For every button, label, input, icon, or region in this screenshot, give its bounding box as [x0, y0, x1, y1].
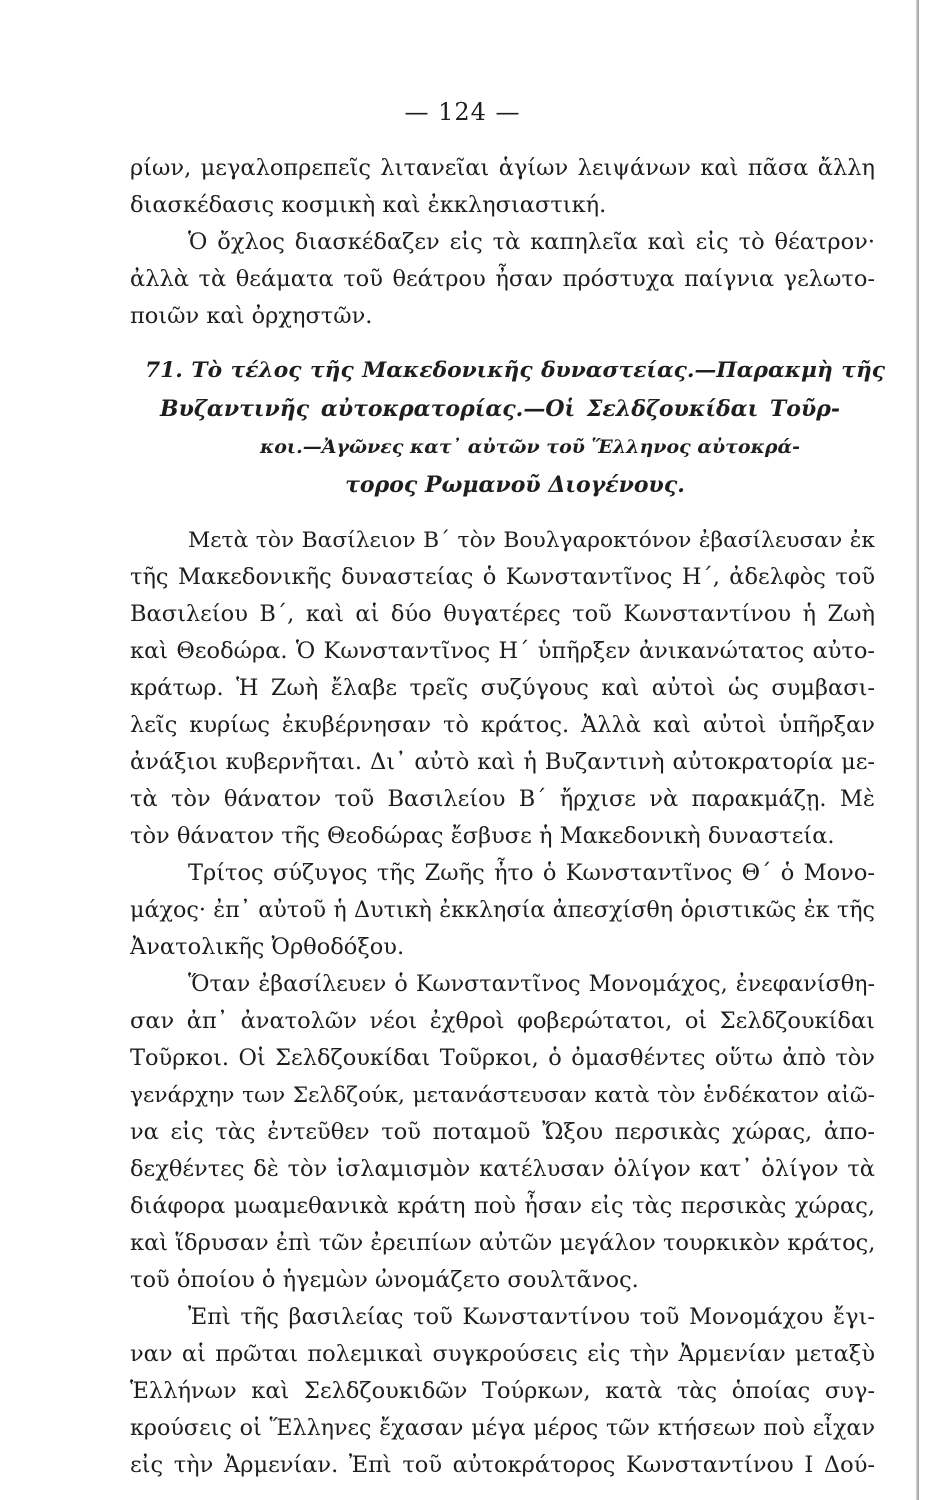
text-line: τὰ τὸν θάνατον τοῦ Βασιλείου Β΄ ἤρχισε νὰ παρακμάζῃ. Μὲ	[130, 786, 875, 812]
text-line: Τρίτος σύζυγος τῆς Ζωῆς ἦτο ὁ Κωνσταντῖνος Θ΄ ὁ Μονο-	[188, 860, 875, 886]
text-line: δεχθέντες δὲ τὸν ἰσλαμισμὸν κατέλυσαν ὀλίγον κατ᾽ ὀλίγον τὰ	[130, 1156, 875, 1182]
text-line: ρίων, μεγαλοπρεπεῖς λιτανεῖαι ἁγίων λειψάνων καὶ πᾶσα ἄλλη	[130, 155, 875, 181]
page-edge	[916, 0, 919, 1500]
text-line: καὶ Θεοδώρα. Ὁ Κωνσταντῖνος Η΄ ὑπῆρξεν ἀνικανώτατος αὐτο-	[130, 638, 875, 664]
text-line: ἀλλὰ τὰ θεάματα τοῦ θεάτρου ἦσαν πρόστυχα παίγνια γελωτο-	[130, 266, 875, 292]
text-line: ναν αἱ πρῶται πολεμικαὶ συγκρούσεις εἰς τὴν Ἀρμενίαν μεταξὺ	[130, 1341, 875, 1367]
text-line: Ἐπὶ τῆς βασιλείας τοῦ Κωνσταντίνου τοῦ Μονομάχου ἔγι-	[188, 1304, 875, 1330]
text-line: Ὁ ὄχλος διασκέδαζεν εἰς τὰ καπηλεῖα καὶ εἰς τὸ θέατρον·	[188, 229, 875, 255]
text-line: Ἑλλήνων καὶ Σελδζουκιδῶν Τούρκων, κατὰ τὰς ὁποίας συγ-	[130, 1378, 875, 1404]
text-line: εἰς τὴν Ἀρμενίαν. Ἐπὶ τοῦ αὐτοκράτορος Κωνσταντίνου Ι Δού-	[130, 1452, 875, 1478]
text-line: ἀνάξιοι κυβερνῆται. Δι᾽ αὐτὸ καὶ ἡ Βυζαντινὴ αὐτοκρατορία με-	[130, 749, 875, 775]
page-number: — 124 —	[404, 98, 521, 126]
text-line: καὶ ἵδρυσαν ἐπὶ τῶν ἐρειπίων αὐτῶν μεγάλον τουρκικὸν κράτος,	[130, 1230, 875, 1256]
heading-line: 71. Τὸ τέλος τῆς Μακεδονικῆς δυναστείας.—Παρακμὴ τῆς	[145, 358, 885, 383]
text-line: γενάρχην των Σελδζούκ, μετανάστευσαν κατὰ τὸν ἑνδέκατον αἰῶ-	[130, 1083, 875, 1108]
section-heading	[145, 352, 885, 504]
text-line: Ὅταν ἐβασίλευεν ὁ Κωνσταντῖνος Μονομάχος, ἐνεφανίσθη-	[188, 971, 875, 997]
text-line: τὸν θάνατον τῆς Θεοδώρας ἔσβυσε ἡ Μακεδονικὴ δυναστεία.	[130, 823, 835, 849]
text-line: μάχος· ἐπ᾽ αὐτοῦ ἡ Δυτικὴ ἐκκλησία ἀπεσχίσθη ὁριστικῶς ἐκ τῆς	[130, 897, 875, 923]
heading-line: κοι.—Ἀγῶνες κατ᾽ αὐτῶν τοῦ Ἕλληνος αὐτοκρά-	[260, 436, 800, 458]
text-line: Τοῦρκοι. Οἱ Σελδζουκίδαι Τοῦρκοι, ὁ ὀμασθέντες οὕτω ἀπὸ τὸν	[130, 1045, 875, 1071]
heading-line: τορος Ρωμανοῦ Διογένους.	[345, 472, 685, 498]
text-line: σαν ἀπ᾽ ἀνατολῶν νέοι ἐχθροὶ φοβερώτατοι, οἱ Σελδζουκίδαι	[130, 1008, 875, 1034]
intro-paragraph	[130, 150, 875, 335]
text-line: λεῖς κυρίως ἐκυβέρνησαν τὸ κράτος. Ἀλλὰ καὶ αὐτοὶ ὑπῆρξαν	[130, 712, 875, 738]
text-line: Βασιλείου Β΄, καὶ αἱ δύο θυγατέρες τοῦ Κωνσταντίνου ἡ Ζωὴ	[130, 601, 875, 627]
text-line: διασκέδασις κοσμικὴ καὶ ἐκκλησιαστική.	[130, 192, 607, 218]
text-line: κράτωρ. Ἡ Ζωὴ ἔλαβε τρεῖς συζύγους καὶ αὐτοὶ ὡς συμβασι-	[130, 675, 875, 701]
text-line: τῆς Μακεδονικῆς δυναστείας ὁ Κωνσταντῖνος Η΄, ἀδελφὸς τοῦ	[130, 564, 875, 590]
text-line: Ἀνατολικῆς Ὀρθοδόξου.	[130, 934, 405, 960]
text-line: να εἰς τὰς ἐντεῦθεν τοῦ ποταμοῦ Ὤξου περσικὰς χώρας, ἀπο-	[130, 1119, 875, 1145]
text-line: κρούσεις οἱ Ἕλληνες ἔχασαν μέγα μέρος τῶν κτήσεων ποὺ εἶχαν	[130, 1415, 875, 1441]
text-line: τοῦ ὁποίου ὁ ἡγεμὼν ὠνομάζετο σουλτᾶνος.	[130, 1267, 639, 1293]
text-line: ποιῶν καὶ ὀρχηστῶν.	[130, 303, 373, 329]
heading-line: Βυζαντινῆς αὐτοκρατορίας.—Οἱ Σελδζουκίδαι Τοῦρ-	[160, 396, 840, 422]
body-text	[130, 522, 875, 1484]
text-line: διάφορα μωαμεθανικὰ κράτη ποὺ ἦσαν εἰς τὰς περσικὰς χώρας,	[130, 1193, 875, 1219]
text-line: Μετὰ τὸν Βασίλειον Β΄ τὸν Βουλγαροκτόνον ἐβασίλευσαν ἐκ	[188, 528, 875, 553]
